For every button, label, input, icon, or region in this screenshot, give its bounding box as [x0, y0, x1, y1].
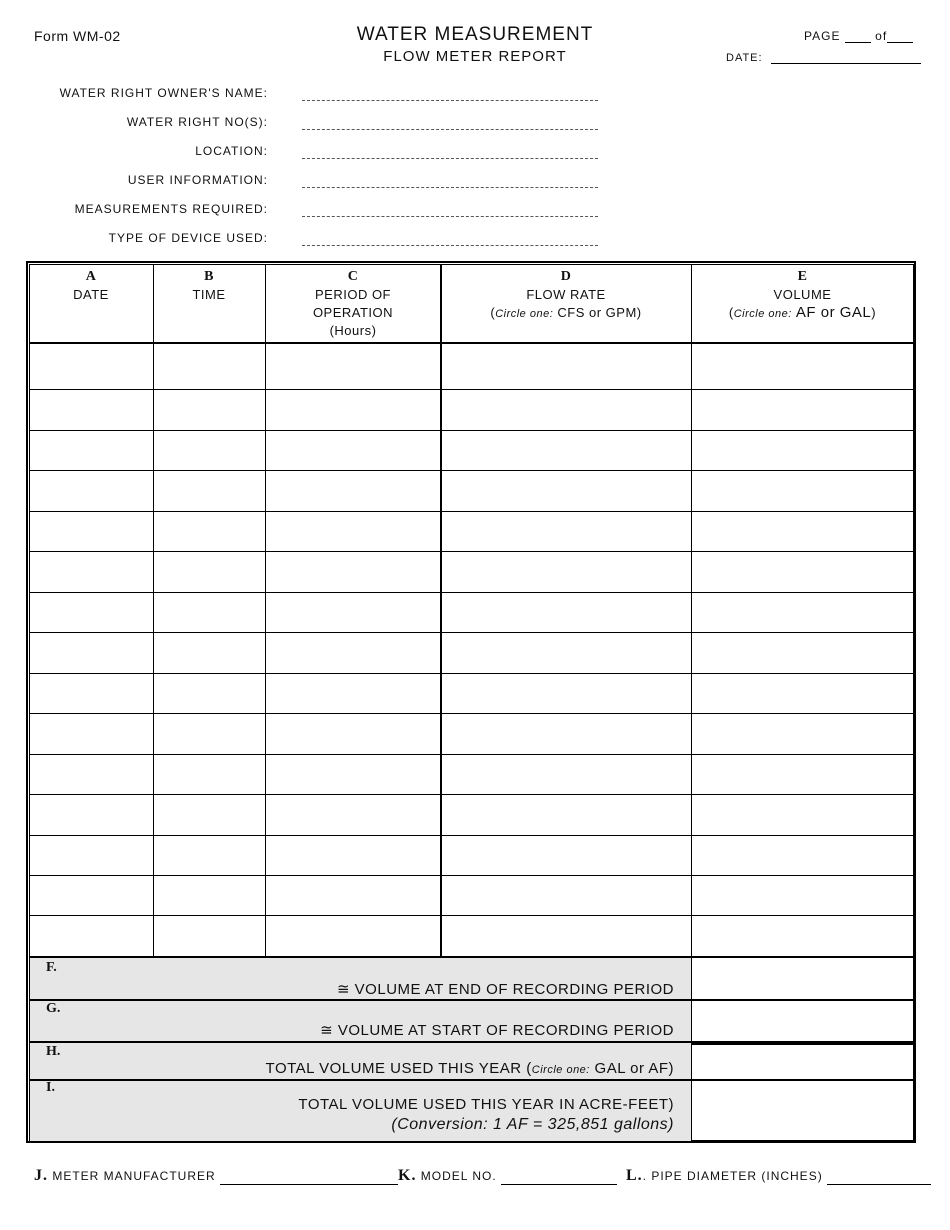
row-divider — [29, 915, 914, 916]
owner-name-label: WATER RIGHT OWNER'S NAME: — [59, 86, 268, 100]
device-type-field[interactable] — [302, 245, 598, 246]
meter-manufacturer-field[interactable] — [220, 1184, 398, 1185]
row-divider — [29, 511, 914, 512]
row-divider — [29, 389, 914, 390]
page-number-field[interactable] — [845, 42, 871, 43]
model-no-row: K. MODEL NO. — [398, 1167, 617, 1185]
col-divider-cd — [440, 264, 442, 957]
row-divider — [29, 592, 914, 593]
user-info-label: USER INFORMATION: — [127, 173, 268, 187]
col-divider-ab — [153, 264, 154, 957]
row-f-label: ≅ VOLUME AT END OF RECORDING PERIOD — [336, 981, 674, 998]
date-label: DATE: — [726, 52, 763, 64]
row-divider — [29, 794, 914, 795]
row-divider — [29, 713, 914, 714]
user-info-field[interactable] — [302, 187, 598, 188]
water-right-no-field[interactable] — [302, 129, 598, 130]
model-no-field[interactable] — [501, 1184, 617, 1185]
header-divider — [29, 342, 914, 344]
row-divider — [29, 430, 914, 431]
col-divider-bc — [265, 264, 266, 957]
summary-divider-h-right — [691, 1043, 914, 1045]
form-id: Form WM-02 — [34, 28, 121, 44]
summary-divider-fg — [29, 999, 914, 1001]
row-i-label: TOTAL VOLUME USED THIS YEAR IN ACRE-FEET) — [298, 1096, 674, 1113]
pipe-diameter-field[interactable] — [827, 1184, 931, 1185]
column-e-header: E VOLUME (Circle one: AF or GAL) — [728, 269, 877, 321]
row-divider — [29, 632, 914, 633]
owner-name-field[interactable] — [302, 100, 598, 101]
model-no-label: MODEL NO. — [420, 1169, 497, 1183]
water-right-no-label: WATER RIGHT NO(S): — [126, 115, 268, 129]
row-divider — [29, 673, 914, 674]
device-type-label: TYPE OF DEVICE USED: — [108, 231, 268, 245]
row-divider — [29, 551, 914, 552]
page-label: PAGE — [804, 29, 841, 43]
row-g-letter: G. — [46, 1001, 61, 1016]
row-i-letter: I. — [46, 1080, 55, 1095]
row-i-conversion: (Conversion: 1 AF = 325,851 gallons) — [391, 1116, 674, 1133]
meter-manufacturer-label: METER MANUFACTURER — [52, 1169, 216, 1183]
measurements-required-field[interactable] — [302, 216, 598, 217]
page-title: WATER MEASUREMENT — [356, 24, 594, 45]
pipe-diameter-row: L.. PIPE DIAMETER (INCHES) — [626, 1167, 931, 1185]
column-c-header: C PERIOD OF OPERATION (Hours) — [312, 269, 394, 338]
row-h-letter: H. — [46, 1044, 61, 1059]
col-divider-de — [691, 264, 692, 1141]
row-divider — [29, 875, 914, 876]
date-row — [726, 52, 921, 64]
measurements-required-label: MEASUREMENTS REQUIRED: — [74, 202, 268, 216]
row-divider — [29, 835, 914, 836]
location-label: LOCATION: — [195, 144, 268, 158]
date-field[interactable] — [771, 63, 921, 64]
column-d-header: D FLOW RATE (Circle one: CFS or GPM) — [490, 269, 642, 320]
page-number — [804, 29, 913, 43]
page-total-field[interactable] — [887, 42, 913, 43]
column-a-header: A DATE — [73, 269, 109, 302]
pipe-diameter-label: . PIPE DIAMETER (INCHES) — [642, 1169, 823, 1183]
row-divider — [29, 754, 914, 755]
row-h-label: TOTAL VOLUME USED THIS YEAR (Circle one: GAL or AF) — [265, 1060, 674, 1077]
page-of-label: of — [875, 29, 888, 43]
summary-divider-hi — [29, 1079, 914, 1081]
row-divider — [29, 470, 914, 471]
location-field[interactable] — [302, 158, 598, 159]
row-f-letter: F. — [46, 960, 57, 975]
meter-manufacturer-row: J. METER MANUFACTURER — [34, 1167, 398, 1185]
data-bottom-divider — [29, 956, 914, 958]
row-g-label: ≅ VOLUME AT START OF RECORDING PERIOD — [320, 1022, 674, 1039]
column-b-header: B TIME — [192, 269, 226, 302]
page-subtitle: FLOW METER REPORT — [383, 48, 567, 65]
